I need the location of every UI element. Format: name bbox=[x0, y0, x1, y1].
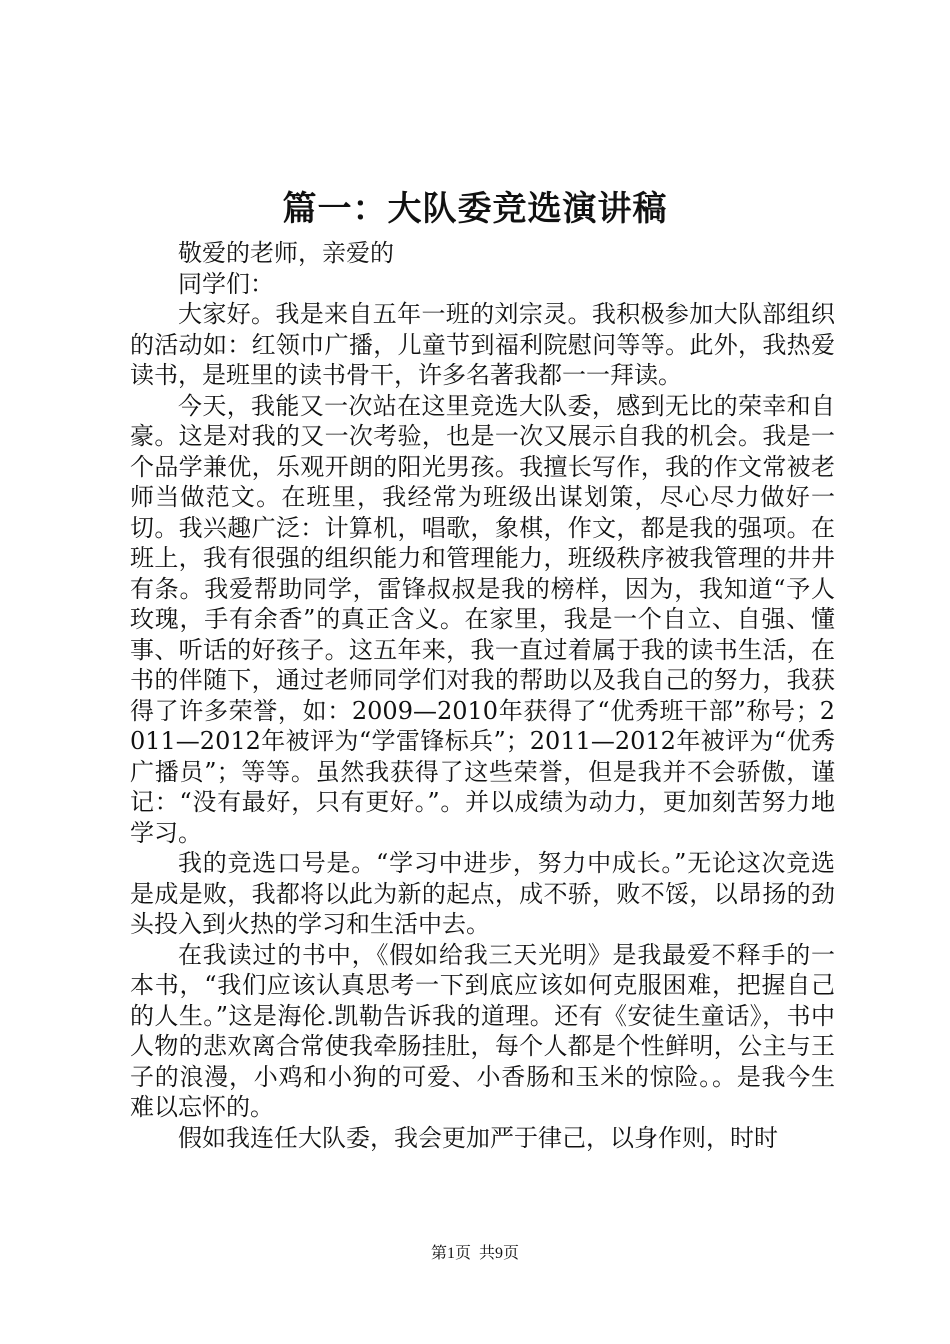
paragraph-promise: 假如我连任大队委，我会更加严于律己，以身作则，时时 bbox=[178, 1123, 778, 1152]
salutation-line-2: 同学们： bbox=[178, 269, 274, 298]
page-total: 共9页 bbox=[479, 1245, 520, 1262]
document-title: 篇一：大队委竞选演讲稿 bbox=[282, 189, 668, 229]
paragraph-self-description: 今天，我能又一次站在这里竞选大队委，感到无比的荣幸和自豪。这是对我的又一次考验，也是一次又展示自我的机会。我是一个品学兼优，乐观开朗的阳光男孩。我擅长写作，我的作文常被老师当做范文。在班里，我经常为班级出谋划策，尽心尽力做好一切。我兴趣广泛：计算机，唱歌，象棋，作文，都是我的强项。在班上，我有很强的组织能力和管理能力，班级秩序被我管理的井井有条。我爱帮助同学，雷锋叔叔是我的榜样，因为，我知道“予人玫瑰，手有余香”的真正含义。在家里，我是一个自立、自强、懂事、听话的好孩子。这五年来，我一直过着属于我的读书生活，在书的伴随下，通过老师同学们对我的帮助以及我自己的努力，我获得了许多荣誉，如：2009—2010年获得了“优秀班干部”称号；2011—2012年被评为“学雷锋标兵”；2011—2012年被评为“优秀广播员”；等等。虽然我获得了这些荣誉，但是我并不会骄傲，谨记：“没有最好，只有更好。”。并以成绩为动力，更加刻苦努力地学习。 bbox=[130, 391, 835, 847]
paragraph-introduction: 大家好。我是来自五年一班的刘宗灵。我积极参加大队部组织的活动如：红领巾广播，儿童节到福利院慰问等等。此外，我热爱读书，是班里的读书骨干，许多名著我都一一拜读。 bbox=[130, 300, 835, 389]
paragraph-slogan: 我的竞选口号是。“学习中进步，努力中成长。”无论这次竞选是成是败，我都将以此为新的起点，成不骄，败不馁，以昂扬的劲头投入到火热的学习和生活中去。 bbox=[130, 849, 835, 938]
salutation-line-1: 敬爱的老师，亲爱的 bbox=[178, 239, 394, 267]
page-number: 第1页 bbox=[430, 1245, 471, 1262]
page-footer bbox=[0, 1244, 950, 1264]
document-body bbox=[130, 238, 835, 1153]
paragraph-reading: 在我读过的书中，《假如给我三天光明》是我最爱不释手的一本书，“我们应该认真思考一下到底应该如何克服困难，把握自己的人生。”这是海伦.凯勒告诉我的道理。还有《安徒生童话》，书中人物的悲欢离合常使我牵肠挂肚，每个人都是个性鲜明，公主与王子的浪漫，小鸡和小狗的可爱、小香肠和玉米的惊险。。是我今生难以忘怀的。 bbox=[130, 940, 835, 1121]
